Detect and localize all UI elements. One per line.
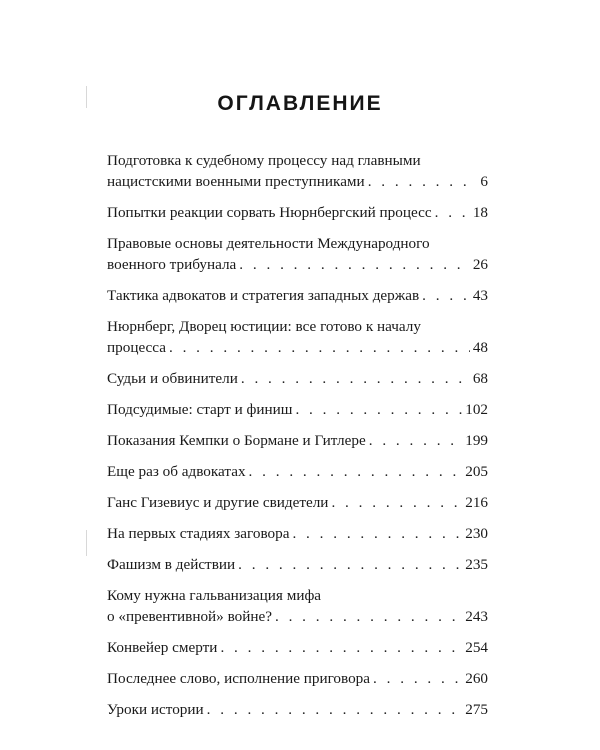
toc-page-number: 68	[472, 370, 488, 387]
toc-entry-title-line: нацистскими военными преступниками	[107, 173, 365, 190]
toc-entry-last-line	[107, 337, 488, 358]
toc-entry-last-line	[107, 461, 488, 482]
toc-entry-title-line: Уроки истории	[107, 701, 204, 718]
toc-entry-last-line	[107, 637, 488, 658]
toc-entry-last-line	[107, 171, 488, 192]
toc-entry-title-line: Кому нужна гальванизация мифа	[107, 587, 322, 604]
toc-entry-last-line	[107, 523, 488, 544]
toc-entry-last-line	[107, 699, 488, 720]
toc-page-number: 235	[465, 556, 488, 573]
toc-page-number: 216	[465, 494, 488, 511]
toc-page-number: 260	[465, 670, 488, 687]
toc-entry	[107, 150, 488, 192]
toc-entry-last-line	[107, 368, 488, 389]
toc-page-number: 205	[465, 463, 488, 480]
toc-entry-title-line: Ганс Гизевиус и другие свидетели	[107, 494, 329, 511]
toc-entry-last-line	[107, 554, 488, 575]
toc-entry	[107, 523, 488, 544]
toc-page-number: 26	[472, 256, 488, 273]
toc-entry	[107, 368, 488, 389]
toc-entry-last-line	[107, 285, 488, 306]
toc-entry-last-line	[107, 606, 488, 627]
dot-leader	[373, 668, 462, 689]
dot-leader	[295, 399, 462, 420]
toc-entry	[107, 492, 488, 513]
toc-page-number: 43	[472, 287, 488, 304]
toc-entry	[107, 233, 488, 275]
toc-page-number: 6	[480, 173, 488, 190]
toc-entry	[107, 637, 488, 658]
toc-entry-last-line	[107, 492, 488, 513]
toc-entry-title-line: Правовые основы деятельности Международного	[107, 235, 430, 252]
dot-leader	[249, 461, 463, 482]
toc-entry-last-line	[107, 399, 488, 420]
toc-page-number: 275	[465, 701, 488, 718]
toc-entry-title-line: Еще раз об адвокатах	[107, 463, 246, 480]
toc-entry-title-line: о «превентивной» войне?	[107, 608, 272, 625]
margin-mark-bottom	[86, 530, 87, 556]
page-title: ОГЛАВЛЕНИЕ	[217, 92, 383, 115]
toc-entry-title-line: Подсудимые: старт и финиш	[107, 401, 293, 418]
toc-entry	[107, 399, 488, 420]
dot-leader	[368, 171, 478, 192]
toc-page-number: 230	[465, 525, 488, 542]
toc-entry-title-line: Показания Кемпки о Бормане и Гитлере	[107, 432, 366, 449]
dot-leader	[241, 368, 470, 389]
toc-entry-title-line: На первых стадиях заговора	[107, 525, 290, 542]
toc-entry-title-line: Последнее слово, исполнение приговора	[107, 670, 371, 687]
dot-leader	[369, 430, 463, 451]
toc-page-number: 102	[465, 401, 488, 418]
toc-entry	[107, 668, 488, 689]
dot-leader	[422, 285, 470, 306]
toc-entry-title-line: Подготовка к судебному процессу над главными	[107, 152, 421, 169]
toc-entry-title-line: процесса	[107, 339, 166, 356]
toc-page-number: 48	[472, 339, 488, 356]
toc-entry-last-line	[107, 202, 488, 223]
toc-entry	[107, 430, 488, 451]
toc-entry-title-line: Конвейер смерти	[107, 639, 218, 656]
dot-leader	[207, 699, 463, 720]
toc-entry-title-line: Тактика адвокатов и стратегия западных держав	[107, 287, 420, 304]
dot-leader	[239, 254, 470, 275]
toc-entry	[107, 585, 488, 627]
toc-entry	[107, 285, 488, 306]
table-of-contents	[107, 150, 488, 730]
toc-entry	[107, 316, 488, 358]
toc-entry-title-line: Судьи и обвинители	[107, 370, 238, 387]
dot-leader	[331, 492, 462, 513]
toc-page-number: 243	[465, 608, 488, 625]
toc-page-number: 18	[472, 204, 488, 221]
toc-entry	[107, 699, 488, 720]
toc-entry	[107, 461, 488, 482]
toc-entry	[107, 554, 488, 575]
dot-leader	[435, 202, 470, 223]
toc-entry-last-line	[107, 668, 488, 689]
toc-entry-last-line	[107, 254, 488, 275]
toc-entry-title-line: военного трибунала	[107, 256, 237, 273]
dot-leader	[220, 637, 462, 658]
dot-leader	[169, 337, 470, 358]
toc-entry-title-line: Нюрнберг, Дворец юстиции: все готово к началу	[107, 318, 421, 335]
dot-leader	[275, 606, 462, 627]
dot-leader	[292, 523, 462, 544]
toc-entry-title-line: Попытки реакции сорвать Нюрнбергский процесс	[107, 204, 432, 221]
toc-entry	[107, 202, 488, 223]
toc-entry-title-line: Фашизм в действии	[107, 556, 236, 573]
toc-page-number: 254	[465, 639, 488, 656]
dot-leader	[238, 554, 462, 575]
toc-page-number: 199	[465, 432, 488, 449]
toc-entry-last-line	[107, 430, 488, 451]
